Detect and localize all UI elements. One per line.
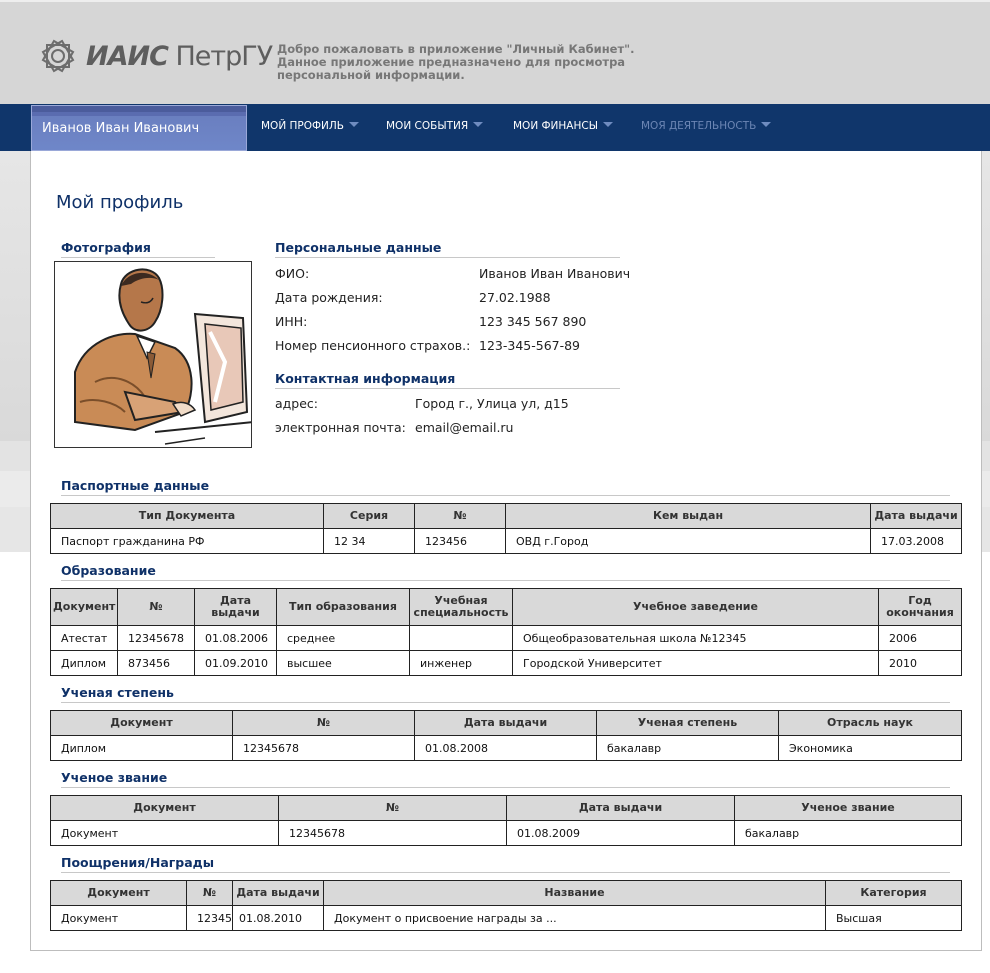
- table-header: Кем выдан: [506, 504, 871, 529]
- personal-fio-value: Иванов Иван Иванович: [479, 266, 631, 281]
- personal-pension-value: 123-345-567-89: [479, 338, 581, 353]
- table-header: №: [279, 796, 507, 821]
- table-cell: инженер: [410, 651, 513, 676]
- table-cell: 01.09.2010: [195, 651, 277, 676]
- photo-section-title: Фотография: [61, 240, 215, 258]
- table-cell: Диплом: [51, 736, 233, 761]
- user-name: Иванов Иван Иванович: [42, 121, 200, 136]
- table-cell: Документ: [51, 906, 187, 931]
- table-cell: 01.08.2008: [415, 736, 597, 761]
- nav-my-profile[interactable]: [261, 120, 359, 132]
- table-cell: 2010: [879, 651, 962, 676]
- welcome-line: персональной информации.: [277, 68, 465, 82]
- nav-my-finances[interactable]: [513, 120, 613, 132]
- nav-my-events-label: МОИ СОБЫТИЯ: [386, 120, 469, 132]
- table-header: Дата выдачи: [871, 504, 962, 529]
- table-header: Тип Документа: [51, 504, 324, 529]
- personal-birthdate-value: 27.02.1988: [479, 290, 551, 305]
- table-cell: 123456: [415, 529, 506, 554]
- person-at-computer-icon: [55, 262, 252, 448]
- awards-section-title: Поощрения/Награды: [61, 855, 950, 873]
- chevron-down-icon: [473, 122, 483, 127]
- logo-text: ИАИС ПетрГУ: [86, 41, 273, 72]
- table-header: Документ: [51, 796, 279, 821]
- passport-section-title: Паспортные данные: [61, 478, 950, 496]
- rank-section-title: Ученое звание: [61, 770, 950, 788]
- table-cell: ОВД г.Город: [506, 529, 871, 554]
- passport-table: [50, 503, 962, 554]
- table-cell: [410, 626, 513, 651]
- personal-inn-value: 123 345 567 890: [479, 314, 587, 329]
- table-cell: Высшая: [826, 906, 962, 931]
- table-header: №: [415, 504, 506, 529]
- table-header: Отрасль наук: [779, 711, 962, 736]
- degree-section-title: Ученая степень: [61, 685, 950, 703]
- table-cell: 01.08.2009: [507, 821, 735, 846]
- table-row: [51, 529, 962, 554]
- logo-icon: [38, 36, 78, 76]
- degree-table: [50, 710, 962, 761]
- table-cell: среднее: [277, 626, 410, 651]
- personal-birthdate-label: Дата рождения:: [275, 290, 383, 305]
- table-row: [51, 651, 962, 676]
- table-cell: 12345: [187, 906, 233, 931]
- user-name-tab[interactable]: [31, 105, 247, 151]
- personal-data-title: Персональные данные: [275, 240, 620, 258]
- welcome-text: [277, 43, 697, 82]
- contact-address-value: Город г., Улица ул, д15: [415, 396, 569, 411]
- welcome-line: Данное приложение предназначено для просмотра: [277, 55, 626, 69]
- table-cell: Паспорт гражданина РФ: [51, 529, 324, 554]
- table-cell: 01.08.2006: [195, 626, 277, 651]
- profile-photo: [54, 261, 252, 448]
- chevron-down-icon: [761, 122, 771, 127]
- table-header: Тип образования: [277, 589, 410, 626]
- table-header: №: [187, 881, 233, 906]
- table-row: [51, 821, 962, 846]
- contact-info-title: Контактная информация: [275, 371, 620, 389]
- nav-my-finances-label: МОИ ФИНАНСЫ: [513, 120, 598, 132]
- table-header: Ученая степень: [597, 711, 779, 736]
- table-cell: 12345678: [118, 626, 195, 651]
- main-nav: [0, 104, 990, 151]
- contact-email-label: электронная почта:: [275, 420, 406, 435]
- table-cell: Документ о присвоение награды за ...: [324, 906, 826, 931]
- table-cell: 12345678: [279, 821, 507, 846]
- table-header: Документ: [51, 881, 187, 906]
- table-cell: Атестат: [51, 626, 118, 651]
- table-header: №: [118, 589, 195, 626]
- page-title: Мой профиль: [56, 192, 184, 213]
- table-cell: высшее: [277, 651, 410, 676]
- awards-table: [50, 880, 962, 931]
- contact-email-value: email@email.ru: [415, 420, 514, 435]
- table-cell: Экономика: [779, 736, 962, 761]
- table-cell: Городской Университет: [513, 651, 879, 676]
- table-cell: 01.08.2010: [233, 906, 324, 931]
- table-header: Серия: [324, 504, 415, 529]
- chevron-down-icon: [349, 122, 359, 127]
- table-cell: Общеобразовательная школа №12345: [513, 626, 879, 651]
- nav-my-activity-label: МОЯ ДЕЯТЕЛЬНОСТЬ: [641, 120, 757, 132]
- table-header: Год окончания: [879, 589, 962, 626]
- welcome-line: Добро пожаловать в приложение "Личный Кабинет".: [277, 42, 635, 56]
- education-section-title: Образование: [61, 563, 950, 581]
- nav-my-profile-label: МОЙ ПРОФИЛЬ: [261, 120, 345, 132]
- table-header: Документ: [51, 589, 118, 626]
- table-header: Категория: [826, 881, 962, 906]
- contact-address-label: адрес:: [275, 396, 319, 411]
- table-cell: 873456: [118, 651, 195, 676]
- table-header: Документ: [51, 711, 233, 736]
- table-cell: 2006: [879, 626, 962, 651]
- nav-my-activity[interactable]: [641, 120, 771, 132]
- table-cell: Диплом: [51, 651, 118, 676]
- table-row: [51, 626, 962, 651]
- table-header: Учебная специальность: [410, 589, 513, 626]
- table-header: Дата выдачи: [415, 711, 597, 736]
- table-cell: Документ: [51, 821, 279, 846]
- rank-table: [50, 795, 962, 846]
- table-header: Ученое звание: [735, 796, 962, 821]
- table-cell: бакалавр: [735, 821, 962, 846]
- table-header: Дата выдачи: [233, 881, 324, 906]
- table-header: №: [233, 711, 415, 736]
- personal-inn-label: ИНН:: [275, 314, 308, 329]
- table-header: Название: [324, 881, 826, 906]
- table-cell: 12 34: [324, 529, 415, 554]
- chevron-down-icon: [603, 122, 613, 127]
- table-cell: бакалавр: [597, 736, 779, 761]
- education-table: [50, 588, 962, 676]
- personal-pension-label: Номер пенсионного страхов.:: [275, 338, 471, 353]
- table-row: [51, 736, 962, 761]
- table-row: [51, 906, 962, 931]
- table-cell: 17.03.2008: [871, 529, 962, 554]
- nav-my-events[interactable]: [386, 120, 483, 132]
- table-header: Дата выдачи: [507, 796, 735, 821]
- table-cell: 12345678: [233, 736, 415, 761]
- personal-fio-label: ФИО:: [275, 266, 310, 281]
- table-header: Учебное заведение: [513, 589, 879, 626]
- table-header: Дата выдачи: [195, 589, 277, 626]
